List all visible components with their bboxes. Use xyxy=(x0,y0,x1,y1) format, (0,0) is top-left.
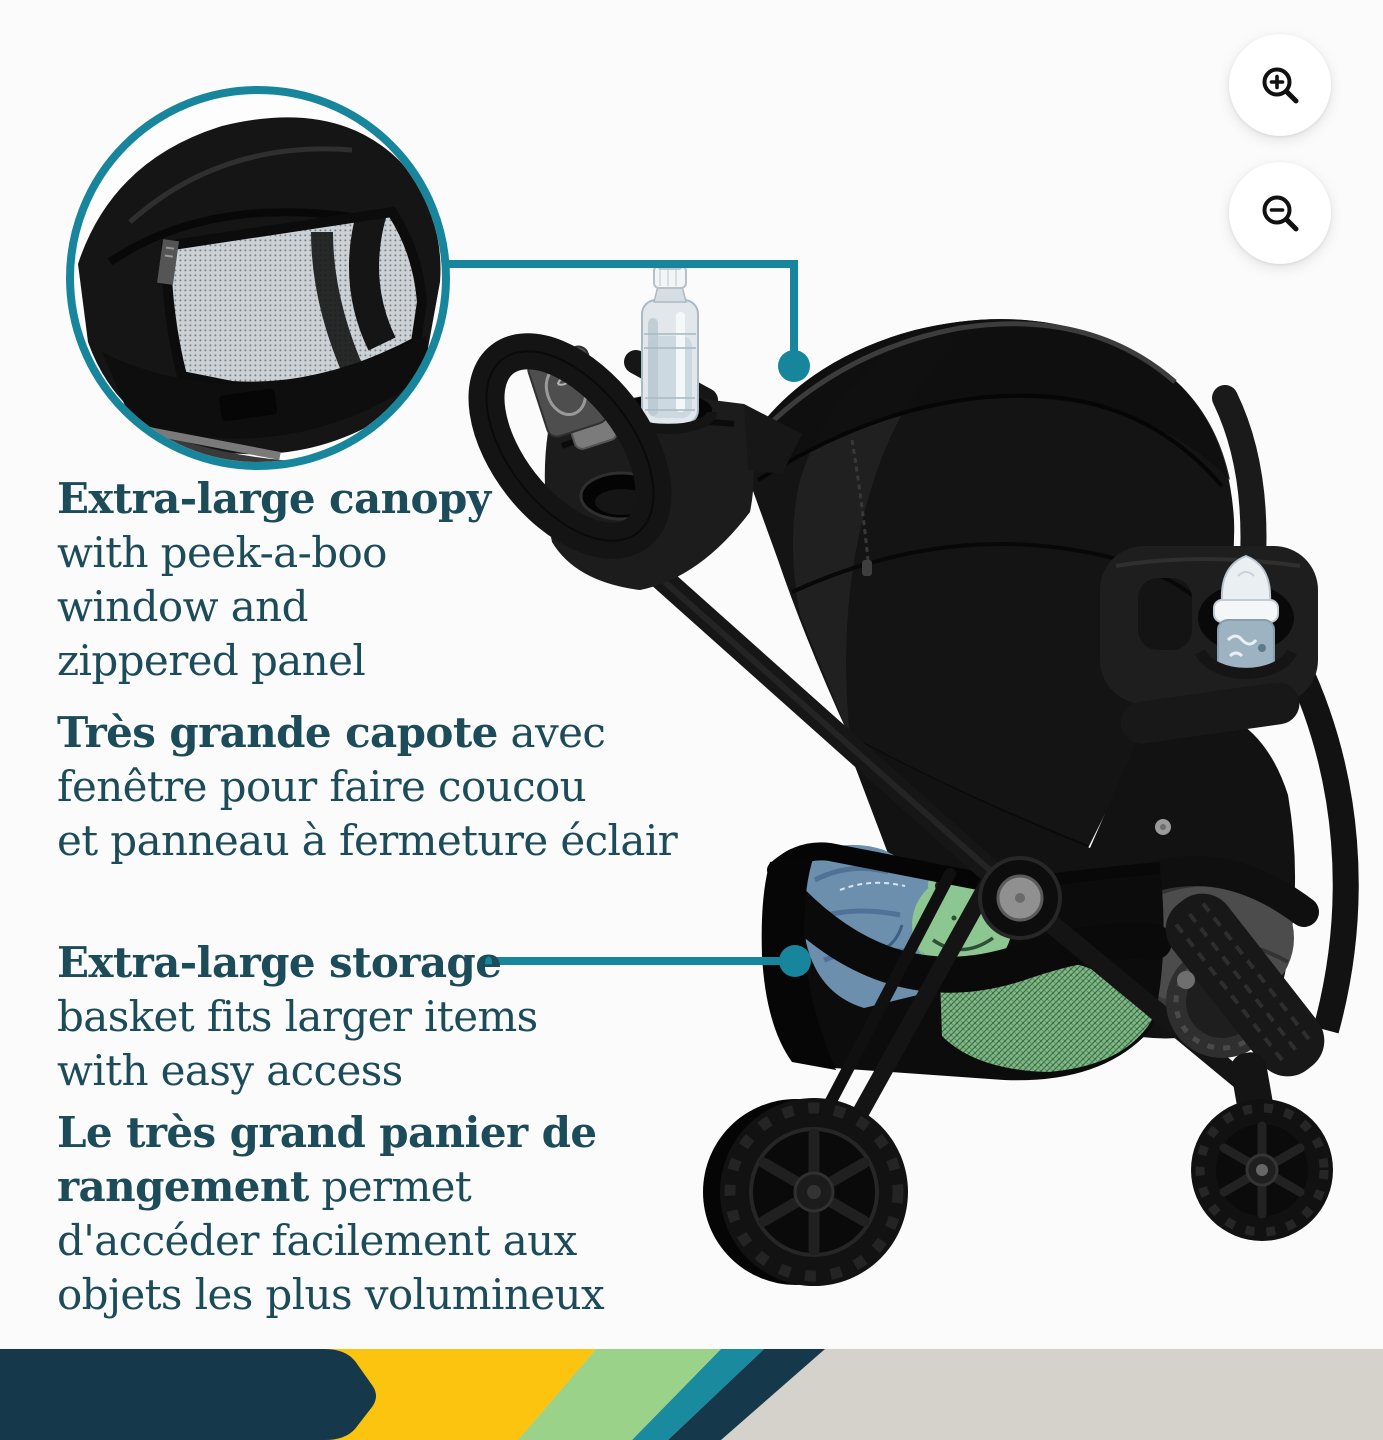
magnifier-minus-icon xyxy=(1257,190,1303,236)
canopy-detail-inset xyxy=(66,86,450,470)
callout-text: fenêtre pour faire coucou xyxy=(57,762,587,811)
zoom-out-button[interactable] xyxy=(1229,162,1331,264)
callout-canopy-fr xyxy=(57,706,677,868)
canopy-closeup-image xyxy=(74,94,442,462)
rear-wheel xyxy=(703,1098,908,1286)
frame-hinge xyxy=(980,858,1060,938)
callout-canopy-en xyxy=(57,472,491,688)
water-bottle xyxy=(642,262,698,424)
canopy-callout-dot xyxy=(778,350,810,382)
callout-basket-en xyxy=(57,936,538,1098)
canopy-callout-line-horizontal xyxy=(448,260,797,268)
magnifier-plus-icon xyxy=(1257,62,1303,108)
callout-text: Le très grand panier de xyxy=(57,1108,597,1157)
basket-callout-dot xyxy=(779,945,811,977)
callout-text: objets les plus volumineux xyxy=(57,1270,605,1319)
front-wheel xyxy=(1191,1050,1333,1241)
parent-tray xyxy=(453,262,802,590)
canopy-callout-line-vertical xyxy=(790,260,798,360)
callout-basket-fr xyxy=(57,1106,604,1322)
zipper-pull xyxy=(862,560,872,576)
callout-text: window and xyxy=(57,582,308,631)
callout-text: with peek-a-boo xyxy=(57,528,387,577)
callout-text: basket fits larger items xyxy=(57,992,538,1041)
callout-text: Très grande capote xyxy=(57,708,498,757)
callout-text: Extra-large canopy xyxy=(57,474,491,523)
callout-text: rangement xyxy=(57,1162,309,1211)
callout-text: d'accéder facilement aux xyxy=(57,1216,577,1265)
callout-text: with easy access xyxy=(57,1046,403,1095)
callout-text: et panneau à fermeture éclair xyxy=(57,816,678,865)
child-tray xyxy=(1100,546,1318,746)
brand-stripe-banner xyxy=(0,1349,1383,1440)
zoom-in-button[interactable] xyxy=(1229,34,1331,136)
callout-text: avec xyxy=(497,708,606,757)
callout-text: zippered panel xyxy=(57,636,366,685)
band-navy-arrow xyxy=(0,1349,376,1440)
callout-text: Extra-large storage xyxy=(57,938,502,987)
callout-text: permet xyxy=(308,1162,472,1211)
